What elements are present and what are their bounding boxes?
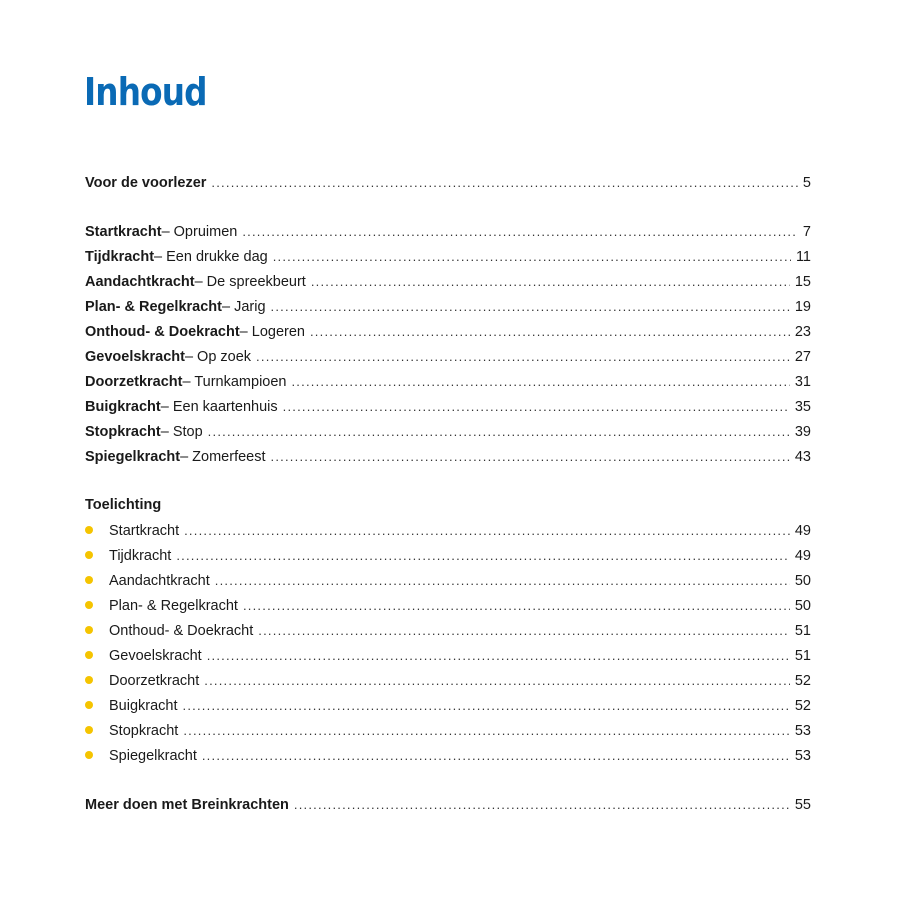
- dot-leader: [294, 792, 790, 817]
- chapter-subtitle: – Jarig: [222, 299, 266, 315]
- toelichting-row[interactable]: [85, 568, 811, 593]
- bullet-dot-icon: [85, 726, 93, 734]
- chapter-name: Plan- & Regelkracht: [85, 299, 222, 315]
- toelichting-list: [85, 518, 811, 768]
- toc-entry-intro[interactable]: [85, 170, 811, 195]
- toc-page-number: 23: [794, 324, 811, 340]
- bullet-dot-icon: [85, 701, 93, 709]
- dot-leader: [243, 593, 790, 618]
- dot-leader: [271, 294, 790, 319]
- dot-leader: [283, 394, 790, 419]
- chapter-name: Aandachtkracht: [85, 274, 195, 290]
- toc-page-number: 50: [794, 598, 811, 614]
- toc-page-number: 53: [794, 723, 811, 739]
- toc-page-number: 11: [795, 249, 811, 265]
- toc-page-number: 51: [794, 648, 811, 664]
- dot-leader: [271, 444, 790, 469]
- dot-leader: [311, 269, 790, 294]
- dot-leader: [258, 618, 790, 643]
- toc-chapter-row[interactable]: [85, 269, 811, 294]
- dot-leader: [183, 718, 790, 743]
- dot-leader: [207, 643, 790, 668]
- chapter-list: [85, 219, 811, 469]
- toc-page-number: 15: [794, 274, 811, 290]
- toc-page-number: 50: [794, 573, 811, 589]
- toelichting-label: Tijdkracht: [109, 548, 172, 564]
- bullet-dot-icon: [85, 751, 93, 759]
- table-of-contents: [85, 170, 811, 817]
- bullet-dot-icon: [85, 651, 93, 659]
- dot-leader: [256, 344, 790, 369]
- dot-leader: [176, 543, 790, 568]
- chapter-name: Stopkracht: [85, 424, 161, 440]
- toc-entry-label: Voor de voorlezer: [85, 175, 207, 191]
- toelichting-row[interactable]: [85, 618, 811, 643]
- toelichting-row[interactable]: [85, 718, 811, 743]
- toc-page-number: 49: [794, 548, 811, 564]
- dot-leader: [183, 693, 790, 718]
- chapter-subtitle: – Een kaartenhuis: [160, 399, 278, 415]
- toc-chapter-row[interactable]: [85, 344, 811, 369]
- toc-page-number: 51: [794, 623, 811, 639]
- toelichting-row[interactable]: [85, 643, 811, 668]
- chapter-name: Spiegelkracht: [85, 449, 181, 465]
- toc-page-number: 35: [794, 399, 811, 415]
- toc-chapter-row[interactable]: [85, 319, 811, 344]
- chapter-name: Startkracht: [85, 224, 162, 240]
- toc-page-number: 49: [794, 523, 811, 539]
- toc-chapter-row[interactable]: [85, 419, 811, 444]
- toelichting-label: Onthoud- & Doekracht: [109, 623, 254, 639]
- toc-page-number: 52: [794, 673, 811, 689]
- chapter-subtitle: – Logeren: [239, 324, 305, 340]
- toc-entry-label: Meer doen met Breinkrachten: [85, 797, 289, 813]
- toelichting-label: Spiegelkracht: [109, 748, 197, 764]
- chapter-subtitle: – Stop: [160, 424, 203, 440]
- toelichting-label: Gevoelskracht: [109, 648, 202, 664]
- chapter-name: Gevoelskracht: [85, 349, 185, 365]
- dot-leader: [211, 170, 798, 195]
- chapter-name: Buigkracht: [85, 399, 161, 415]
- toc-chapter-row[interactable]: [85, 394, 811, 419]
- toc-page-number: 5: [802, 175, 811, 191]
- chapter-name: Doorzetkracht: [85, 374, 183, 390]
- toc-chapter-row[interactable]: [85, 244, 811, 269]
- bullet-dot-icon: [85, 626, 93, 634]
- chapter-subtitle: – Op zoek: [184, 349, 252, 365]
- toc-chapter-row[interactable]: [85, 369, 811, 394]
- toc-page-number: 39: [794, 424, 811, 440]
- bullet-dot-icon: [85, 676, 93, 684]
- chapter-subtitle: – Zomerfeest: [180, 449, 266, 465]
- toc-page-number: 27: [794, 349, 811, 365]
- chapter-subtitle: – Turnkampioen: [182, 374, 287, 390]
- chapter-subtitle: – Een drukke dag: [154, 249, 268, 265]
- bullet-dot-icon: [85, 576, 93, 584]
- dot-leader: [215, 568, 790, 593]
- dot-leader: [291, 369, 789, 394]
- toc-chapter-row[interactable]: [85, 444, 811, 469]
- toc-chapter-row[interactable]: [85, 219, 811, 244]
- bullet-dot-icon: [85, 551, 93, 559]
- toelichting-row[interactable]: [85, 668, 811, 693]
- bullet-dot-icon: [85, 526, 93, 534]
- bullet-dot-icon: [85, 601, 93, 609]
- toc-chapter-row[interactable]: [85, 294, 811, 319]
- dot-leader: [273, 244, 791, 269]
- dot-leader: [204, 668, 790, 693]
- chapter-name: Onthoud- & Doekracht: [85, 324, 240, 340]
- toelichting-label: Buigkracht: [109, 698, 178, 714]
- toelichting-label: Startkracht: [109, 523, 180, 539]
- toc-entry-outro[interactable]: [85, 792, 811, 817]
- chapter-subtitle: – De spreekbeurt: [194, 274, 306, 290]
- toelichting-row[interactable]: [85, 743, 811, 768]
- page-title: Inhoud: [84, 70, 207, 114]
- toelichting-label: Aandachtkracht: [109, 573, 210, 589]
- toc-page-number: 31: [794, 374, 811, 390]
- toelichting-row[interactable]: [85, 593, 811, 618]
- toelichting-row[interactable]: [85, 518, 811, 543]
- dot-leader: [202, 743, 790, 768]
- toelichting-label: Doorzetkracht: [109, 673, 200, 689]
- dot-leader: [184, 518, 790, 543]
- toelichting-row[interactable]: [85, 543, 811, 568]
- toc-page-number: 7: [802, 224, 811, 240]
- toelichting-heading: Toelichting: [85, 497, 162, 513]
- dot-leader: [208, 419, 790, 444]
- toc-page-number: 55: [794, 797, 811, 813]
- chapter-name: Tijdkracht: [85, 249, 155, 265]
- chapter-subtitle: – Opruimen: [161, 224, 238, 240]
- toelichting-row[interactable]: [85, 693, 811, 718]
- dot-leader: [242, 219, 798, 244]
- toc-page-number: 19: [794, 299, 811, 315]
- toc-page-number: 53: [794, 748, 811, 764]
- toelichting-label: Plan- & Regelkracht: [109, 598, 238, 614]
- toc-page-number: 52: [794, 698, 811, 714]
- dot-leader: [310, 319, 790, 344]
- toelichting-label: Stopkracht: [109, 723, 179, 739]
- toc-page-number: 43: [794, 449, 811, 465]
